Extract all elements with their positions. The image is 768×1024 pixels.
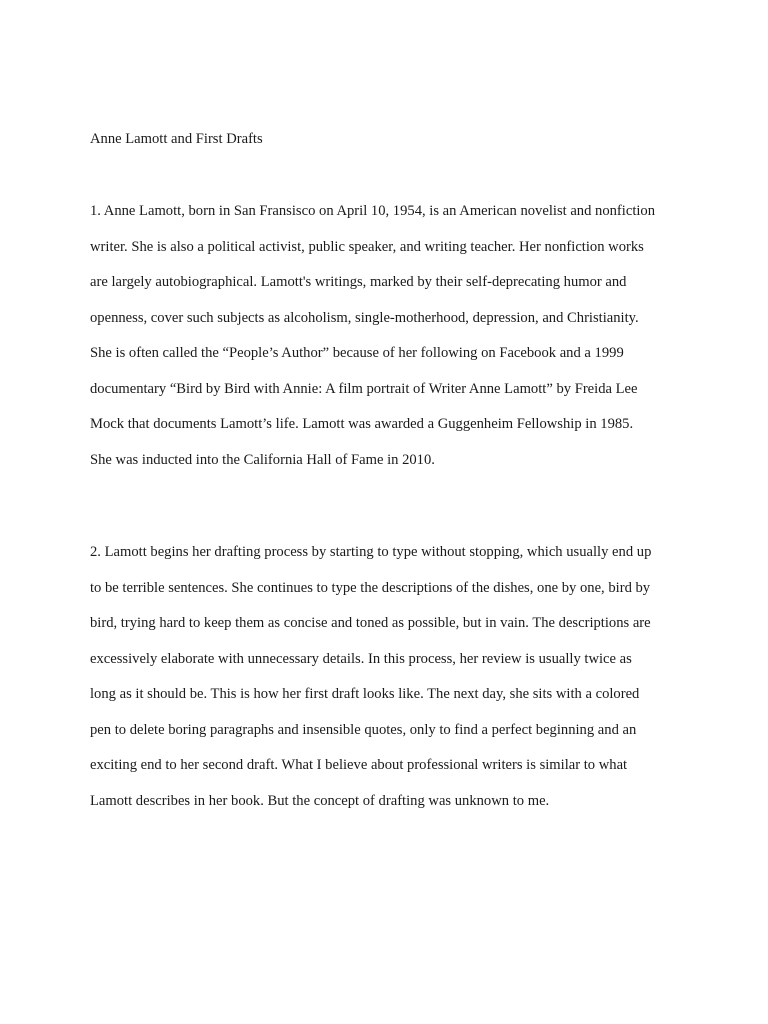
- text-line: exciting end to her second draft. What I believe about professional writers is similar to what: [90, 757, 628, 773]
- text-line: openness, cover such subjects as alcoholism, single-motherhood, depression, and Christianity.: [90, 309, 639, 326]
- paragraph-2: [90, 542, 690, 826]
- document-title: Anne Lamott and First Drafts: [90, 131, 263, 147]
- text-line: Lamott describes in her book. But the concept of drafting was unknown to me.: [90, 792, 550, 809]
- text-line: excessively elaborate with unnecessary details. In this process, her review is usually twice as: [90, 650, 632, 667]
- text-line: 1. Anne Lamott, born in San Fransisco on April 10, 1954, is an American novelist and nonfiction: [90, 203, 656, 219]
- text-line: to be terrible sentences. She continues to type the descriptions of the dishes, one by one, bird by: [90, 579, 651, 596]
- text-line: writer. She is also a political activist, public speaker, and writing teacher. Her nonfiction works: [90, 238, 644, 255]
- text-line: Mock that documents Lamott’s life. Lamott was awarded a Guggenheim Fellowship in 1985.: [90, 416, 634, 432]
- text-line: bird, trying hard to keep them as concise and toned as possible, but in vain. The descriptions are: [90, 615, 651, 631]
- text-line: are largely autobiographical. Lamott's writings, marked by their self-deprecating humor and: [90, 274, 627, 290]
- text-line: long as it should be. This is how her first draft looks like. The next day, she sits with a colored: [90, 686, 640, 702]
- text-line: She is often called the “People’s Author” because of her following on Facebook and a 1999: [90, 345, 624, 361]
- text-line: 2. Lamott begins her drafting process by starting to type without stopping, which usually end up: [90, 544, 652, 560]
- text-line: pen to delete boring paragraphs and insensible quotes, only to find a perfect beginning and an: [90, 721, 637, 738]
- paragraph-1: [90, 201, 690, 485]
- text-line: documentary “Bird by Bird with Annie: A film portrait of Writer Anne Lamott” by Freida Lee: [90, 380, 638, 397]
- text-line: She was inducted into the California Hall of Fame in 2010.: [90, 451, 435, 468]
